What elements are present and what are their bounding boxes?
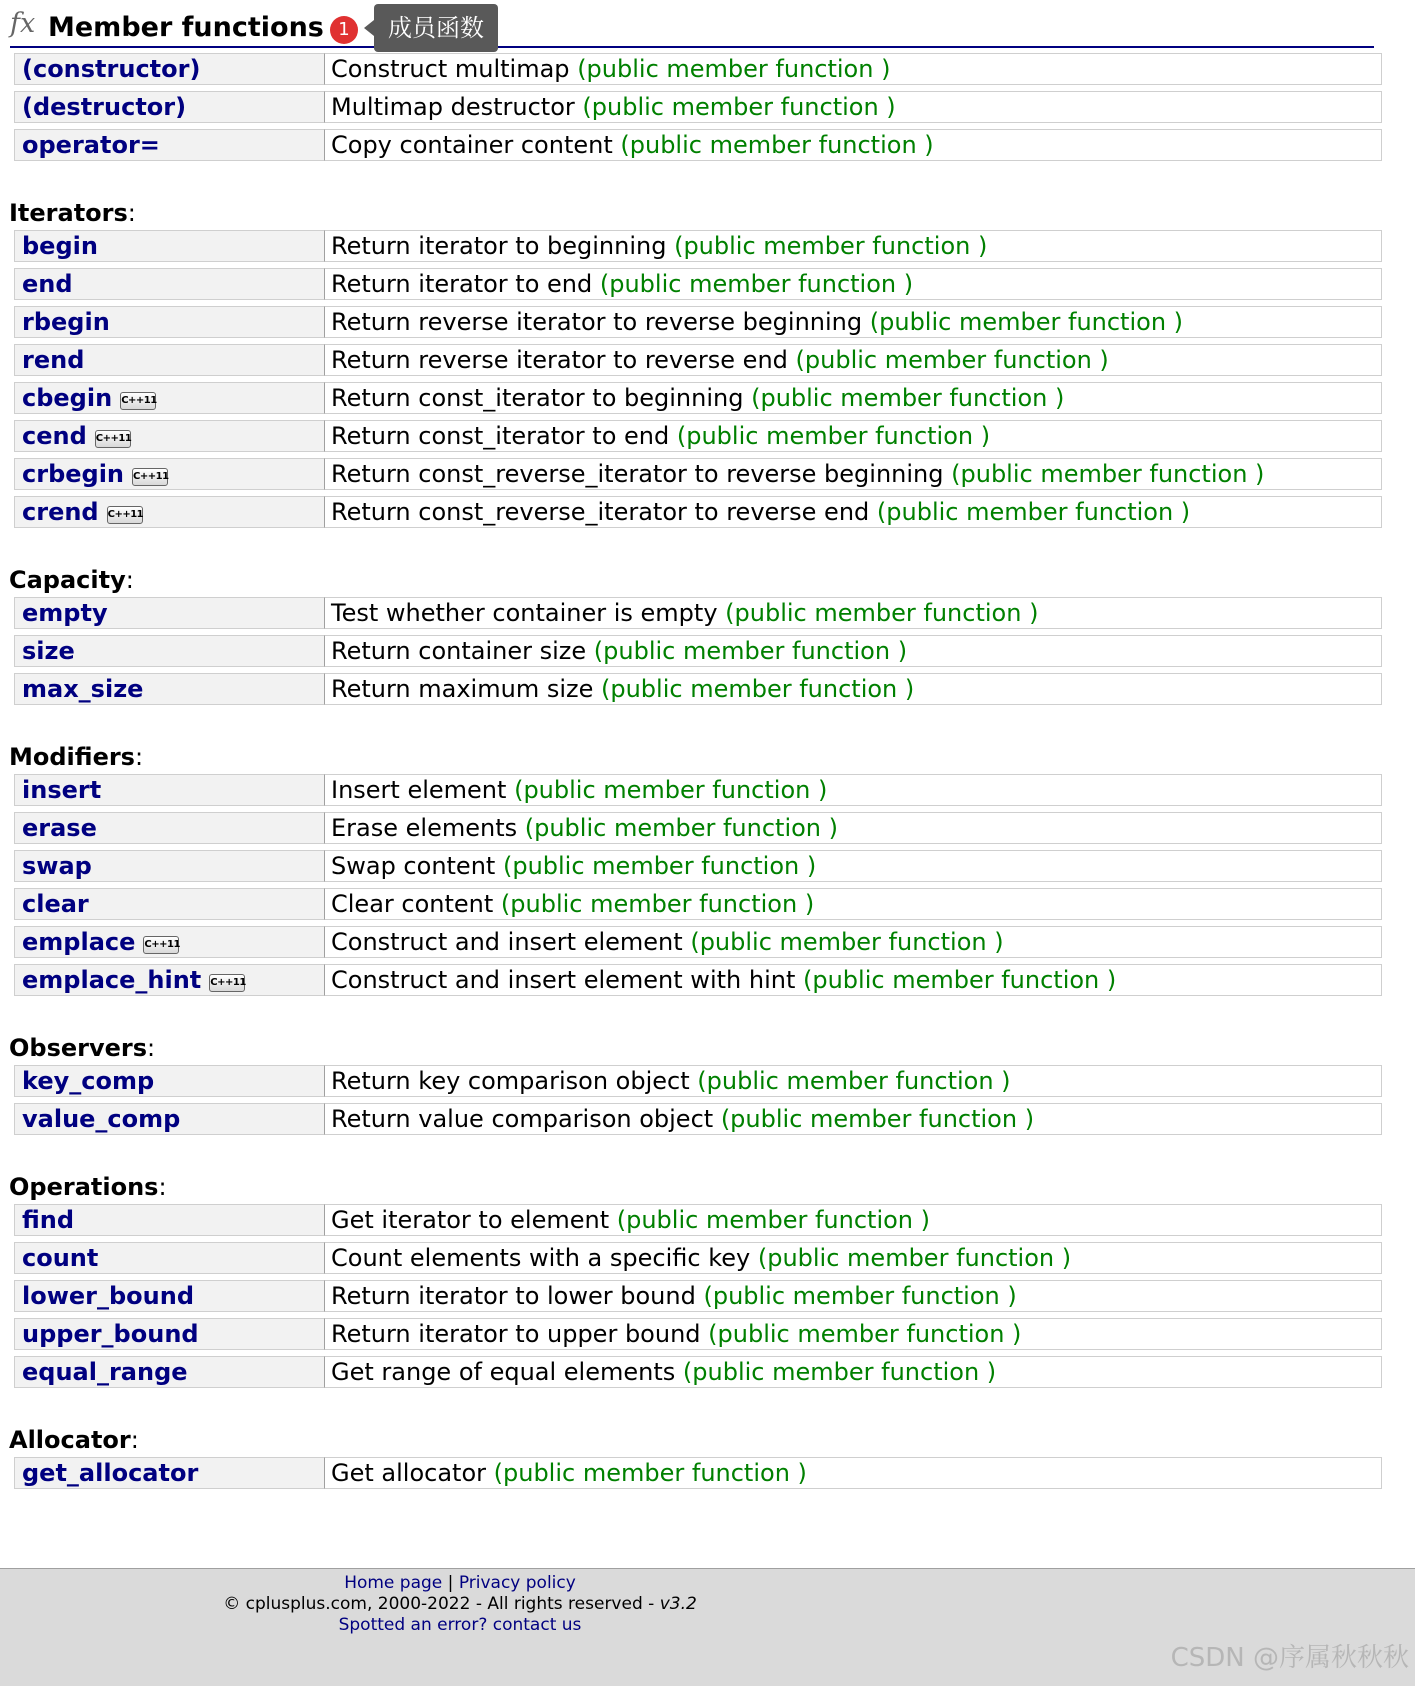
member-description: Insert element <box>331 776 507 804</box>
member-link[interactable]: begin <box>22 232 98 260</box>
member-link[interactable]: erase <box>22 814 97 842</box>
table-row <box>14 597 1382 629</box>
member-link[interactable]: rbegin <box>22 308 110 336</box>
member-description: Get iterator to element <box>331 1206 610 1234</box>
table-row <box>14 774 1382 806</box>
footer-separator: | <box>447 1573 454 1593</box>
version-text: v3.2 <box>659 1594 697 1614</box>
section-heading <box>9 567 1383 593</box>
member-link[interactable]: count <box>22 1244 99 1272</box>
footer-links <box>200 1573 720 1594</box>
member-name-cell <box>14 1065 325 1097</box>
member-description: Return const_reverse_iterator to reverse end <box>331 498 870 526</box>
table-row <box>14 1065 1382 1097</box>
member-kind: (public member function ) <box>599 270 914 298</box>
member-description-cell <box>325 964 1382 996</box>
member-link[interactable]: (destructor) <box>22 93 187 121</box>
table-row <box>14 1318 1382 1350</box>
member-kind: (public member function ) <box>674 232 988 260</box>
table-row <box>14 635 1382 667</box>
table-row <box>14 1356 1382 1388</box>
cpp11-icon <box>107 506 143 524</box>
member-kind: (public member function ) <box>682 1358 997 1386</box>
member-kind: (public member function ) <box>616 1206 931 1234</box>
member-description-cell <box>325 850 1382 882</box>
member-description: Return const_iterator to end <box>331 422 670 450</box>
member-description: Construct multimap <box>331 55 570 83</box>
member-link[interactable]: lower_bound <box>22 1282 195 1310</box>
member-table <box>14 224 1382 534</box>
member-description-cell <box>325 888 1382 920</box>
member-list <box>9 53 1383 1489</box>
table-row <box>14 268 1382 300</box>
section-heading-text: Allocator <box>9 1426 131 1454</box>
member-description-cell <box>325 1457 1382 1489</box>
section-heading-colon: : <box>125 566 134 594</box>
member-kind: (public member function ) <box>751 384 1065 412</box>
member-kind: (public member function ) <box>703 1282 1017 1310</box>
annotation-tooltip: 成员函数 <box>374 4 498 52</box>
privacy-policy-link[interactable]: Privacy policy <box>458 1573 576 1593</box>
home-page-link[interactable]: Home page <box>344 1573 443 1593</box>
member-description-cell <box>325 1103 1382 1135</box>
member-description-cell <box>325 382 1382 414</box>
member-description-cell <box>325 91 1382 123</box>
member-name-cell <box>14 597 325 629</box>
section-header <box>10 6 1374 48</box>
member-name-cell <box>14 1457 325 1489</box>
section-heading-text: Capacity <box>9 566 126 594</box>
member-kind: (public member function ) <box>593 637 908 665</box>
table-row <box>14 53 1382 85</box>
section-heading <box>9 1427 1383 1453</box>
member-description-cell <box>325 268 1382 300</box>
member-description: Multimap destructor <box>331 93 575 121</box>
member-link[interactable]: rend <box>22 346 85 374</box>
member-description-cell <box>325 1318 1382 1350</box>
section-heading <box>9 1035 1383 1061</box>
annotation-badge: 1 <box>330 16 358 44</box>
section-heading <box>9 744 1383 770</box>
member-kind: (public member function ) <box>725 599 1039 627</box>
member-name-cell <box>14 306 325 338</box>
member-link[interactable]: insert <box>22 776 102 804</box>
member-description-cell <box>325 496 1382 528</box>
member-description-cell <box>325 597 1382 629</box>
watermark: CSDN @序属秋秋秋 <box>1170 1643 1409 1673</box>
member-name-cell <box>14 926 325 958</box>
member-link[interactable]: swap <box>22 852 92 880</box>
member-description: Return const_reverse_iterator to reverse beginning <box>331 460 944 488</box>
member-name-cell <box>14 1242 325 1274</box>
member-kind: (public member function ) <box>524 814 839 842</box>
member-description: Clear content <box>331 890 494 918</box>
table-row <box>14 673 1382 705</box>
member-link[interactable]: cbegin <box>22 384 113 412</box>
member-link[interactable]: end <box>22 270 73 298</box>
table-row <box>14 306 1382 338</box>
section-heading <box>9 200 1383 226</box>
member-description: Swap content <box>331 852 496 880</box>
table-row <box>14 344 1382 376</box>
table-row <box>14 926 1382 958</box>
member-link[interactable]: max_size <box>22 675 144 703</box>
section-heading-text: Iterators <box>9 199 128 227</box>
member-link[interactable]: crend <box>22 498 99 526</box>
cpp11-icon <box>132 468 168 486</box>
member-link[interactable]: key_comp <box>22 1067 155 1095</box>
table-row <box>14 91 1382 123</box>
member-link[interactable]: size <box>22 637 75 665</box>
member-link[interactable]: find <box>22 1206 75 1234</box>
section-heading-colon: : <box>130 1426 139 1454</box>
section-heading-colon: : <box>134 743 144 771</box>
member-description-cell <box>325 1280 1382 1312</box>
member-description: Get allocator <box>331 1459 486 1487</box>
member-description-cell <box>325 812 1382 844</box>
member-description: Return value comparison object <box>331 1105 714 1133</box>
member-name-cell <box>14 774 325 806</box>
fx-icon: fx <box>10 8 36 39</box>
table-row <box>14 458 1382 490</box>
member-kind: (public member function ) <box>577 55 891 83</box>
member-kind: (public member function ) <box>757 1244 1072 1272</box>
member-name-cell <box>14 964 325 996</box>
section-heading-text: Observers <box>9 1034 148 1062</box>
member-description-cell <box>325 1242 1382 1274</box>
member-name-cell <box>14 1318 325 1350</box>
table-row <box>14 420 1382 452</box>
member-description-cell <box>325 306 1382 338</box>
member-kind: (public member function ) <box>869 308 1184 336</box>
member-description: Return maximum size <box>331 675 594 703</box>
section-heading-text: Operations <box>9 1173 159 1201</box>
member-name-cell <box>14 53 325 85</box>
member-link[interactable]: empty <box>22 599 108 627</box>
table-row <box>14 964 1382 996</box>
member-table <box>14 591 1382 711</box>
member-link[interactable]: (constructor) <box>22 55 201 83</box>
member-kind: (public member function ) <box>582 93 896 121</box>
member-name-cell <box>14 888 325 920</box>
table-row <box>14 888 1382 920</box>
member-link[interactable]: upper_bound <box>22 1320 199 1348</box>
member-name-cell <box>14 1280 325 1312</box>
member-name-cell <box>14 268 325 300</box>
member-description: Return container size <box>331 637 587 665</box>
member-description-cell <box>325 230 1382 262</box>
member-name-cell <box>14 1204 325 1236</box>
page-title: Member functions <box>48 12 324 43</box>
member-description: Test whether container is empty <box>331 599 718 627</box>
member-kind: (public member function ) <box>620 131 934 159</box>
member-name-cell <box>14 812 325 844</box>
table-row <box>14 1242 1382 1274</box>
member-name-cell <box>14 382 325 414</box>
member-description-cell <box>325 1356 1382 1388</box>
member-table <box>14 768 1382 1002</box>
member-name-cell <box>14 420 325 452</box>
footer <box>0 1568 1415 1686</box>
member-description: Return iterator to beginning <box>331 232 667 260</box>
member-description: Erase elements <box>331 814 518 842</box>
member-link[interactable]: crbegin <box>22 460 125 488</box>
member-link[interactable]: value_comp <box>22 1105 181 1133</box>
table-row <box>14 1204 1382 1236</box>
table-row <box>14 1103 1382 1135</box>
member-description: Return iterator to upper bound <box>331 1320 701 1348</box>
member-kind: (public member function ) <box>951 460 1265 488</box>
cpp11-icon <box>95 430 131 448</box>
member-kind: (public member function ) <box>720 1105 1035 1133</box>
member-description-cell <box>325 344 1382 376</box>
member-table <box>14 1451 1382 1495</box>
member-kind: (public member function ) <box>795 346 1109 374</box>
member-table <box>14 1059 1382 1141</box>
member-description-cell <box>325 635 1382 667</box>
section-heading-colon: : <box>127 199 136 227</box>
member-description-cell <box>325 458 1382 490</box>
member-description-cell <box>325 926 1382 958</box>
member-description: Return key comparison object <box>331 1067 690 1095</box>
table-row <box>14 1280 1382 1312</box>
member-kind: (public member function ) <box>676 422 991 450</box>
member-description: Return const_iterator to beginning <box>331 384 744 412</box>
member-description-cell <box>325 420 1382 452</box>
member-name-cell <box>14 129 325 161</box>
member-description: Construct and insert element with hint <box>331 966 796 994</box>
member-kind: (public member function ) <box>690 928 1004 956</box>
member-kind: (public member function ) <box>601 675 915 703</box>
member-description: Return reverse iterator to reverse end <box>331 346 788 374</box>
member-table <box>14 1198 1382 1394</box>
table-row <box>14 230 1382 262</box>
table-row <box>14 850 1382 882</box>
member-link[interactable]: get_allocator <box>22 1459 199 1487</box>
member-description-cell <box>325 1204 1382 1236</box>
copyright-text: © cplusplus.com, 2000-2022 - All rights reserved - <box>223 1594 660 1614</box>
member-description: Copy container content <box>331 131 613 159</box>
table-row <box>14 1457 1382 1489</box>
member-name-cell <box>14 496 325 528</box>
member-kind: (public member function ) <box>697 1067 1011 1095</box>
member-description: Construct and insert element <box>331 928 683 956</box>
member-name-cell <box>14 230 325 262</box>
member-link[interactable]: operator= <box>22 131 160 159</box>
member-link[interactable]: clear <box>22 890 89 918</box>
section-heading <box>9 1174 1383 1200</box>
member-description-cell <box>325 1065 1382 1097</box>
section-heading-colon: : <box>147 1034 156 1062</box>
member-name-cell <box>14 91 325 123</box>
member-kind: (public member function ) <box>708 1320 1022 1348</box>
table-row <box>14 382 1382 414</box>
member-description: Count elements with a specific key <box>331 1244 751 1272</box>
member-description: Return iterator to lower bound <box>331 1282 696 1310</box>
member-description: Get range of equal elements <box>331 1358 676 1386</box>
member-kind: (public member function ) <box>502 852 817 880</box>
member-name-cell <box>14 673 325 705</box>
member-description-cell <box>325 673 1382 705</box>
member-description-cell <box>325 53 1382 85</box>
member-description-cell <box>325 774 1382 806</box>
contact-link[interactable]: Spotted an error? contact us <box>338 1615 582 1635</box>
member-link[interactable]: emplace <box>22 928 136 956</box>
member-kind: (public member function ) <box>493 1459 807 1487</box>
cpp11-icon <box>120 392 156 410</box>
member-link[interactable]: emplace_hint <box>22 966 202 994</box>
section-heading-text: Modifiers <box>9 743 135 771</box>
cpp11-icon <box>209 974 245 992</box>
member-name-cell <box>14 1103 325 1135</box>
cpp11-icon <box>143 936 179 954</box>
member-link[interactable]: equal_range <box>22 1358 188 1386</box>
member-kind: (public member function ) <box>514 776 828 804</box>
member-name-cell <box>14 1356 325 1388</box>
member-name-cell <box>14 344 325 376</box>
member-table <box>14 47 1382 167</box>
section-heading-colon: : <box>158 1173 167 1201</box>
member-link[interactable]: cend <box>22 422 87 450</box>
member-description: Return reverse iterator to reverse beginning <box>331 308 863 336</box>
member-description: Return iterator to end <box>331 270 593 298</box>
footer-inner <box>200 1573 720 1636</box>
member-kind: (public member function ) <box>500 890 815 918</box>
member-name-cell <box>14 635 325 667</box>
member-kind: (public member function ) <box>876 498 1191 526</box>
table-row <box>14 129 1382 161</box>
copyright-line <box>200 1594 720 1615</box>
table-row <box>14 812 1382 844</box>
member-name-cell <box>14 850 325 882</box>
member-kind: (public member function ) <box>803 966 1117 994</box>
table-row <box>14 496 1382 528</box>
member-description-cell <box>325 129 1382 161</box>
member-name-cell <box>14 458 325 490</box>
